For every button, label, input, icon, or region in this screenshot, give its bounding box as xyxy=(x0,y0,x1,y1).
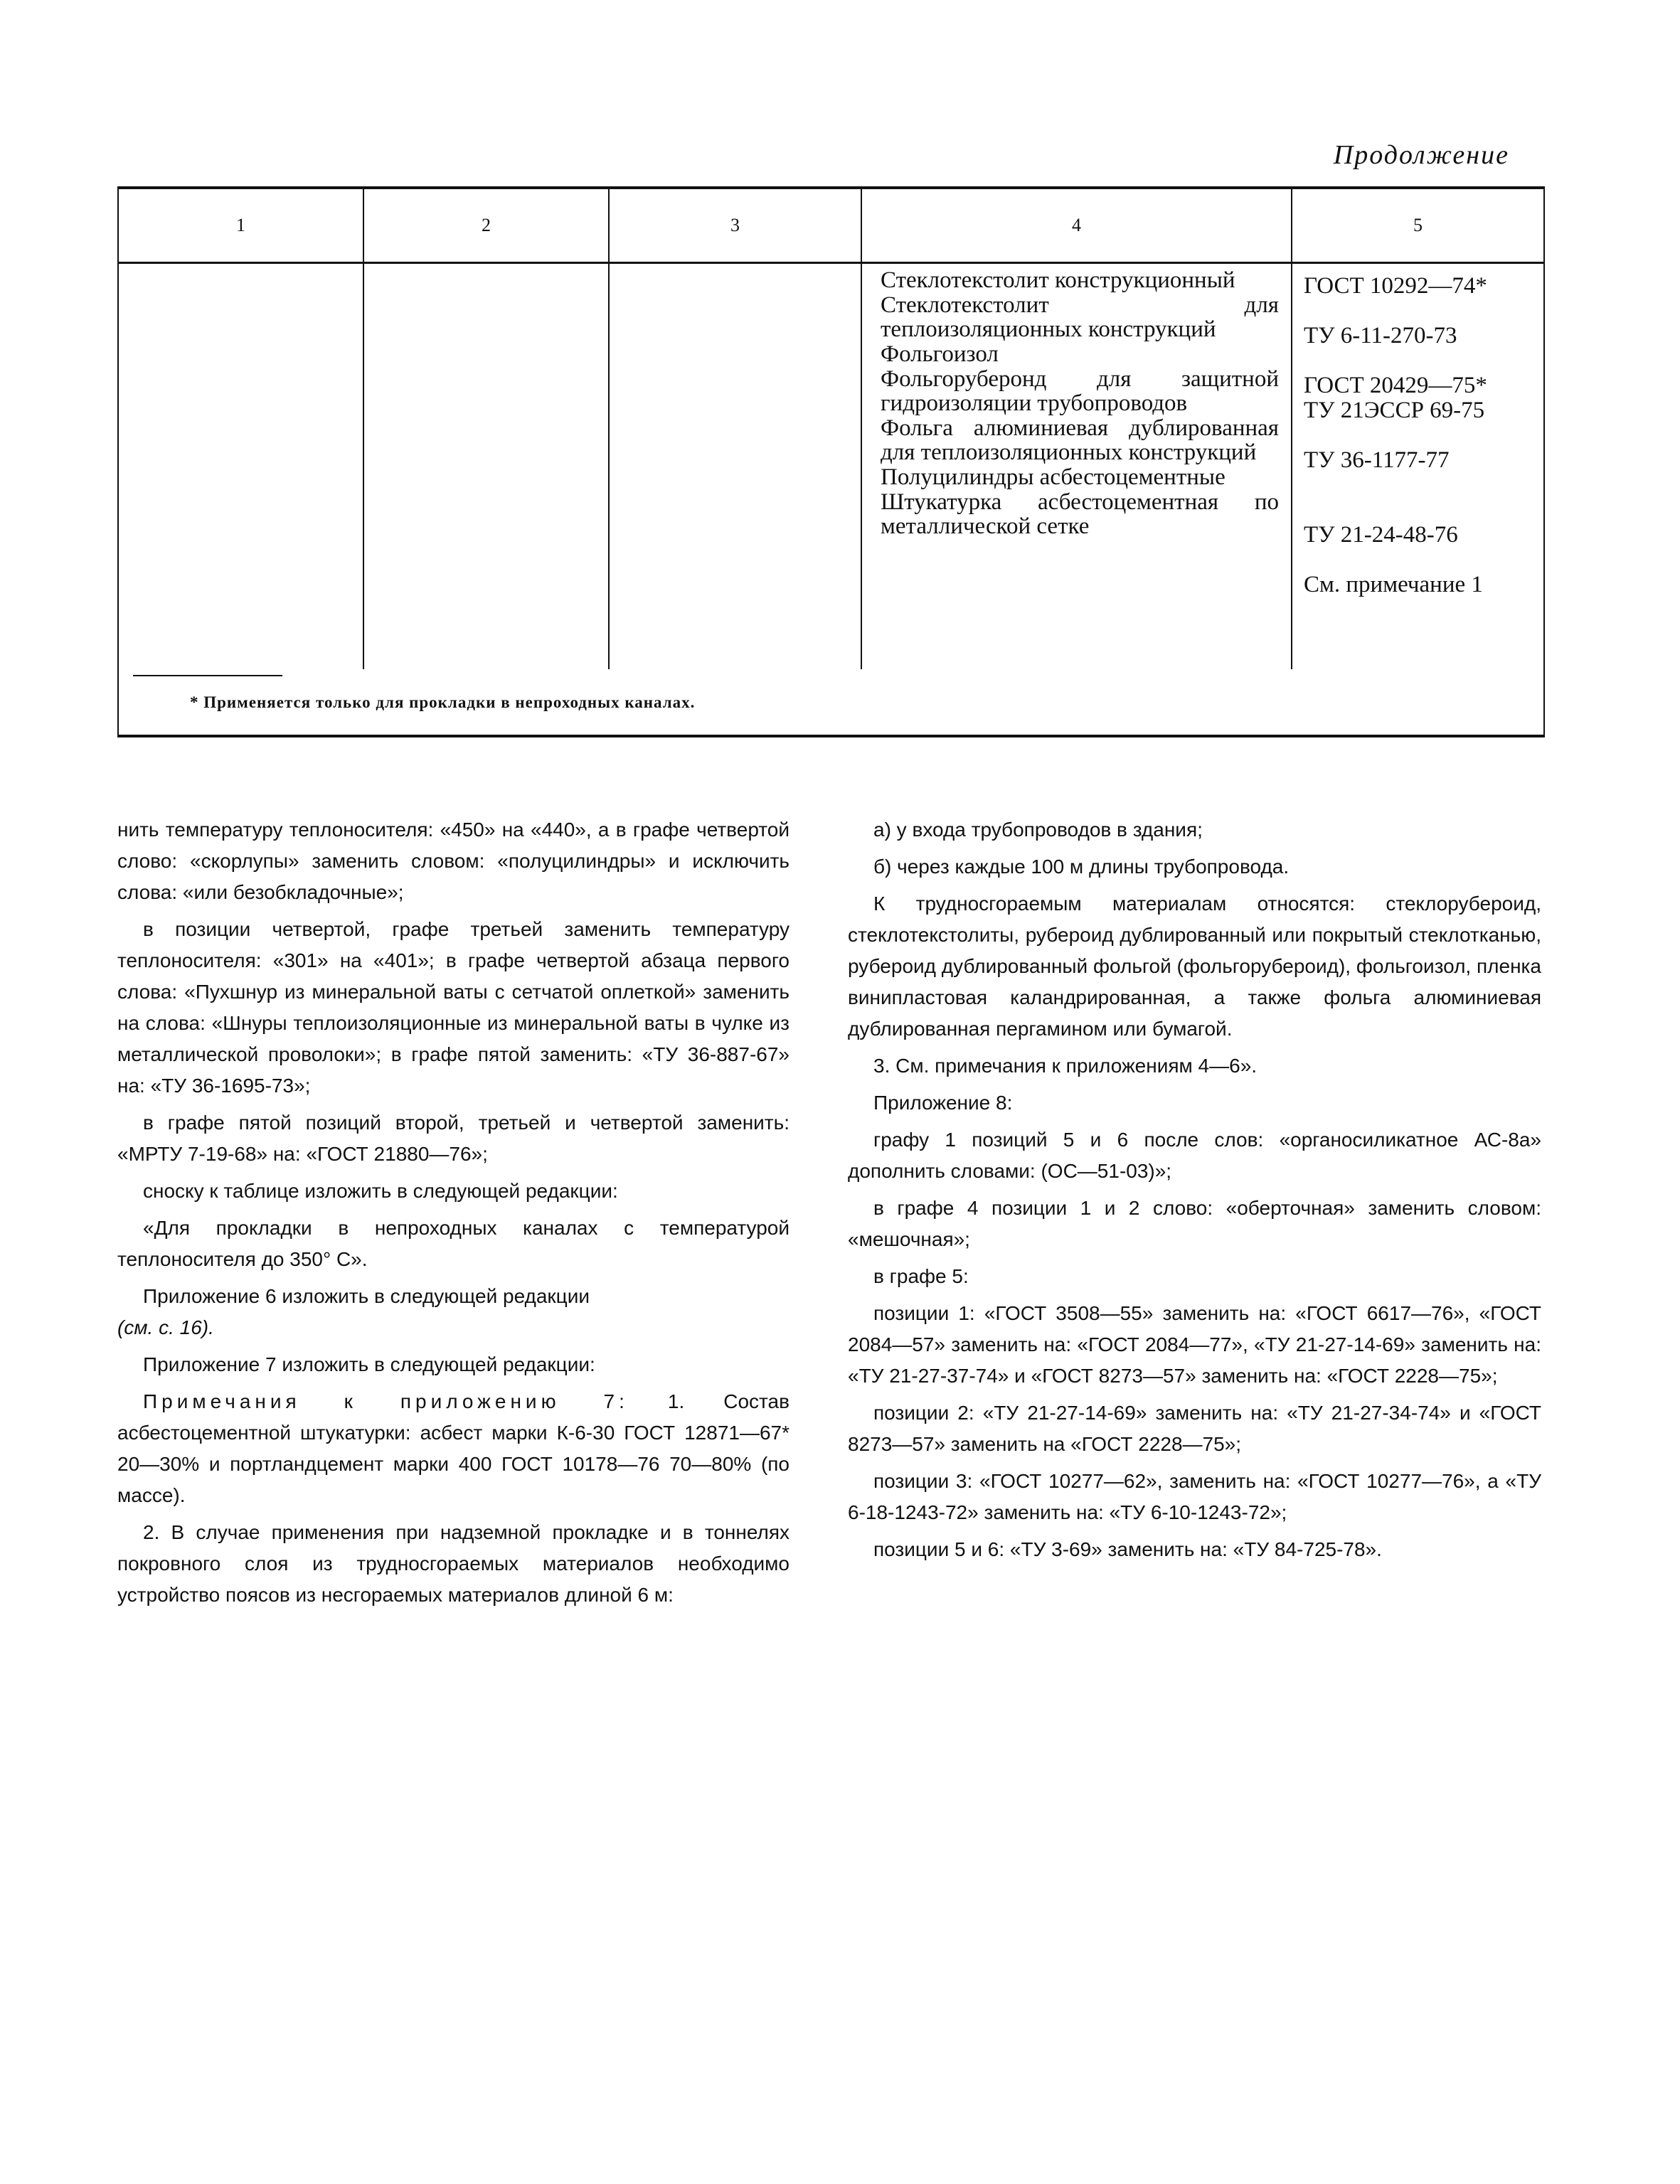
document-ref: ТУ 36-1177-77 xyxy=(1304,447,1450,473)
paragraph: Приложение 7 изложить в следующей редакции: xyxy=(143,1353,595,1375)
material-item: Стеклотекстолит для теплоизоляционных конструкций xyxy=(881,292,1279,342)
appendix-8-heading: Приложение 8: xyxy=(873,1092,1013,1114)
column-header: 4 xyxy=(861,188,1292,263)
paragraph: К трудносгораемым материалам относятся: стеклорубероид, стеклотекстолиты, рубероид дублированный или покрытый стеклотканью, рубероид дублированный фольгой (фольгорубероид), фольгоизол, пленка винипластовая каландрированная, а также фольга алюминиевая дублированная пергамином или бумагой. xyxy=(848,893,1541,1040)
document-ref: ГОСТ 20429—75* xyxy=(1304,373,1487,398)
paragraph: в графе 4 позиции 1 и 2 слово: «оберточная» заменить словом: «мешочная»; xyxy=(848,1197,1541,1250)
column-header: 5 xyxy=(1292,188,1544,263)
paragraph: в позиции четвертой, графе третьей заменить температуру теплоносителя: «301» на «401»; в графе четвертой абзаца первого слова: «Пухшнур из минеральной ваты с сетчатой оплеткой» заменить на слова: «Шнуры теплоизоляционные из минеральной ваты в чулке из металлической проволоки»; в графе пятой заменить: «ТУ 36-887-67» на: «ТУ 36-1695-73»; xyxy=(117,918,790,1097)
paragraph: нить температуру теплоносителя: «450» на «440», а в графе четвертой слово: «скорлупы» заменить словом: «полуцилиндры» и исключить слова: «или безобкладочные»; xyxy=(117,819,790,903)
material-item: Фольга алюминиевая дублированная для теплоизоляционных конструкций xyxy=(881,415,1279,465)
paragraph xyxy=(117,1281,790,1312)
material-item: Стеклотекстолит конструкционный xyxy=(881,267,1235,293)
notes-heading: Примечания к приложению 7: xyxy=(143,1390,629,1412)
column-header: 3 xyxy=(609,188,861,263)
paragraph: в графе пятой позиций второй, третьей и четвертой заменить: «МРТУ 7-19-68» на: «ГОСТ 21880—76»; xyxy=(117,1112,790,1165)
paragraph: «Для прокладки в непроходных каналах с температурой теплоносителя до 350° С». xyxy=(117,1217,790,1270)
column-header: 2 xyxy=(363,188,609,263)
appendix-6-heading: Приложение 6 изложить в следующей редакции xyxy=(143,1285,590,1307)
spec-table xyxy=(117,186,1545,737)
table-cell-col2 xyxy=(363,263,609,670)
document-ref: ТУ 21ЭССР 69-75 xyxy=(1304,398,1485,423)
page-reference: (см. с. 16). xyxy=(117,1316,214,1338)
paragraph: позиции 2: «ТУ 21-27-14-69» заменить на: «ТУ 21-27-34-74» и «ГОСТ 8273—57» заменить на «ГОСТ 2228—75»; xyxy=(848,1402,1541,1455)
paragraph: позиции 3: «ГОСТ 10277—62», заменить на: «ГОСТ 10277—76», а «ТУ 6-18-1243-72» заменить на: «ТУ 6-10-1243-72»; xyxy=(848,1470,1541,1523)
paragraph: в графе 5: xyxy=(873,1265,969,1287)
document-ref: ТУ 21-24-48-76 xyxy=(1304,522,1458,548)
paragraph: позиции 1: «ГОСТ 3508—55» заменить на: «ГОСТ 6617—76», «ГОСТ 2084—57» заменить на: «ГОСТ 2084—77», «ТУ 21-27-14-69» заменить на: «ТУ 21-27-37-74» и «ГОСТ 8273—57» заменить на: «ГОСТ 2228—75»; xyxy=(848,1302,1541,1387)
paragraph: сноску к таблице изложить в следующей редакции: xyxy=(143,1180,618,1202)
table-row xyxy=(118,263,1544,670)
material-item: Фольгоруберонд для защитной гидроизоляции трубопроводов xyxy=(881,366,1279,416)
document-ref: См. примечание 1 xyxy=(1304,572,1483,597)
paragraph: б) через каждые 100 м длины трубопровода. xyxy=(873,856,1290,878)
table-footnote: * Применяется только для прокладки в непроходных каналах. xyxy=(190,693,696,711)
paragraph: а) у входа трубопроводов в здания; xyxy=(873,819,1203,841)
table-cell-col3 xyxy=(609,263,861,670)
material-item: Полуцилиндры асбестоцементные xyxy=(881,464,1226,490)
table-cell-col1 xyxy=(118,263,363,670)
paragraph xyxy=(117,1386,790,1511)
table-header-row xyxy=(118,188,1544,263)
column-header: 1 xyxy=(118,188,363,263)
paragraph: 3. См. примечания к приложениям 4—6». xyxy=(873,1055,1258,1077)
material-item: Фольгоизол xyxy=(881,341,999,367)
paragraph: графу 1 позиций 5 и 6 после слов: «органосиликатное АС-8а» дополнить словами: (ОС—51-03)»; xyxy=(848,1129,1541,1182)
table-cell-documents xyxy=(1292,263,1544,670)
footnote-rule xyxy=(133,675,282,676)
right-text-column xyxy=(848,814,1541,1571)
left-text-column xyxy=(117,814,790,1616)
table-footnote-cell xyxy=(118,669,1544,736)
table-cell-materials xyxy=(861,263,1292,670)
note-1: 1. Состав асбестоцементной штукатурки: асбест марки К-6-30 ГОСТ 12871—67* 20—30% и портландцемент марки 400 ГОСТ 10178—76 70—80% (по массе). xyxy=(117,1390,790,1506)
continuation-label: Продолжение xyxy=(1333,140,1509,170)
paragraph: 2. В случае применения при надземной прокладке и в тоннелях покровного слоя из трудносгораемых материалов необходимо устройство поясов из несгораемых материалов длиной 6 м: xyxy=(117,1521,790,1606)
paragraph: позиции 5 и 6: «ТУ 3-69» заменить на: «ТУ 84-725-78». xyxy=(873,1538,1382,1560)
document-ref: ТУ 6-11-270-73 xyxy=(1304,323,1457,348)
document-ref: ГОСТ 10292—74* xyxy=(1304,273,1487,299)
spec-table-container xyxy=(117,186,1543,748)
table-footnote-row xyxy=(118,669,1544,736)
material-item: Штукатурка асбестоцементная по металлической сетке xyxy=(881,489,1279,539)
